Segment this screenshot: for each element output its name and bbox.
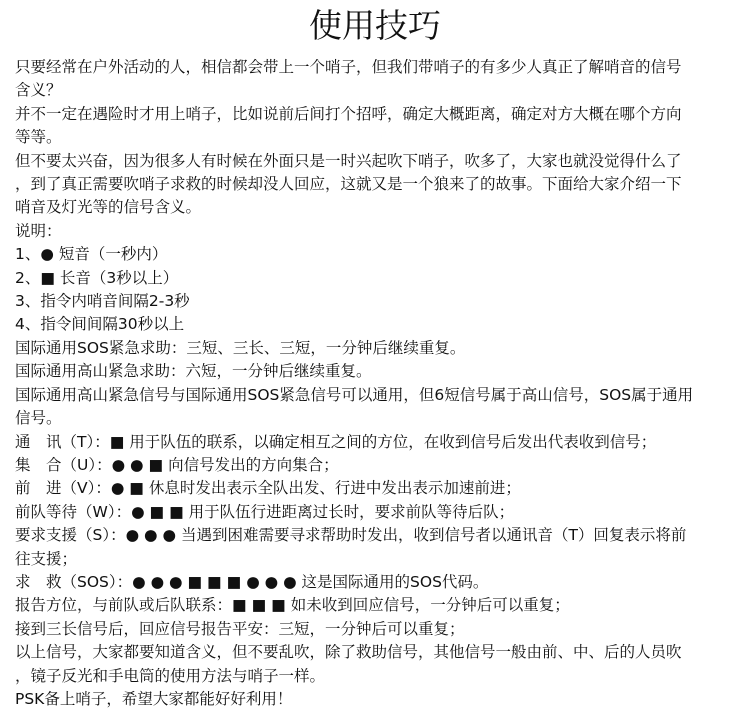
paragraph-line: 哨音及灯光等的信号含义。: [15, 198, 202, 217]
signal-v: 前 进（V）：● ■ 休息时发出表示全队出发、行进中发出表示加速前进；: [15, 479, 521, 498]
signal-sos-code: 求 救（SOS）：● ● ● ■ ■ ■ ● ● ● 这是国际通用的SOS代码。: [15, 572, 489, 591]
signal-t: 通 讯（T）：■ 用于队伍的联系，以确定相互之间的方位，在收到信号后发出代表收到信号；: [15, 432, 657, 451]
paragraph-line: ，到了真正需要吹哨子求救的时候却没人回应，这就又是一个狼来了的故事。下面给大家介绍一下: [15, 175, 682, 194]
closing-line: PSK备上哨子，希望大家都能好好利用！: [15, 689, 293, 708]
paragraph-line: 含义？: [15, 81, 62, 100]
signal-sos: 国际通用SOS紧急求助：三短、三长、三短，一分钟后继续重复。: [15, 338, 466, 357]
paragraph-line: 等等。: [15, 128, 62, 147]
paragraph-line: 并不一定在遇险时才用上哨子，比如说前后间打个招呼，确定大概距离，确定对方大概在哪个方向: [15, 104, 682, 123]
legend-item-long: 2、■ 长音（3秒以上）: [15, 268, 179, 287]
article-body: [15, 56, 739, 711]
signal-w: 前队等待（W）：● ■ ■ 用于队伍行进距离过长时，要求前队等待后队；: [15, 502, 515, 521]
paragraph-line: 只要经常在户外活动的人，相信都会带上一个哨子，但我们带哨子的有多少人真正了解哨音的信号: [15, 58, 682, 76]
legend-item-command-interval: 4、指令间间隔30秒以上: [15, 315, 185, 334]
page-title: 使用技巧: [309, 6, 441, 45]
paragraph-line: ，镜子反光和手电筒的使用方法与哨子一样。: [15, 666, 326, 685]
paragraph-line: 往支援；: [15, 549, 78, 568]
paragraph-line: 以上信号，大家都要知道含义，但不要乱吹，除了救助信号，其他信号一般由前、中、后的人员吹: [15, 643, 682, 662]
paragraph-line: 但不要太兴奋，因为很多人有时候在外面只是一时兴起吹下哨子，吹多了，大家也就没觉得什么了: [15, 151, 682, 170]
paragraph-line: 国际通用高山紧急信号与国际通用SOS紧急信号可以通用，但6短信号属于高山信号，SOS属于通用: [15, 385, 694, 404]
paragraph-line: 信号。: [15, 409, 62, 428]
legend-item-short: 1、● 短音（一秒内）: [15, 245, 168, 264]
signal-safe-reply: 接到三长信号后，回应信号报告平安：三短，一分钟后可以重复；: [15, 619, 465, 638]
signal-alpine: 国际通用高山紧急求助：六短，一分钟后继续重复。: [15, 362, 372, 381]
signal-u: 集 合（U）：● ● ■ 向信号发出的方向集合；: [15, 455, 339, 474]
signal-position: 报告方位，与前队或后队联系：■ ■ ■ 如未收到回应信号，一分钟后可以重复；: [15, 596, 570, 615]
signal-s: 要求支援（S）：● ● ● 当遇到困难需要寻求帮助时发出，收到信号者以通讯音（T）回复表示将前: [15, 526, 687, 545]
section-label: 说明：: [15, 221, 62, 240]
legend-item-interval: 3、指令内哨音间隔2-3秒: [15, 292, 190, 311]
